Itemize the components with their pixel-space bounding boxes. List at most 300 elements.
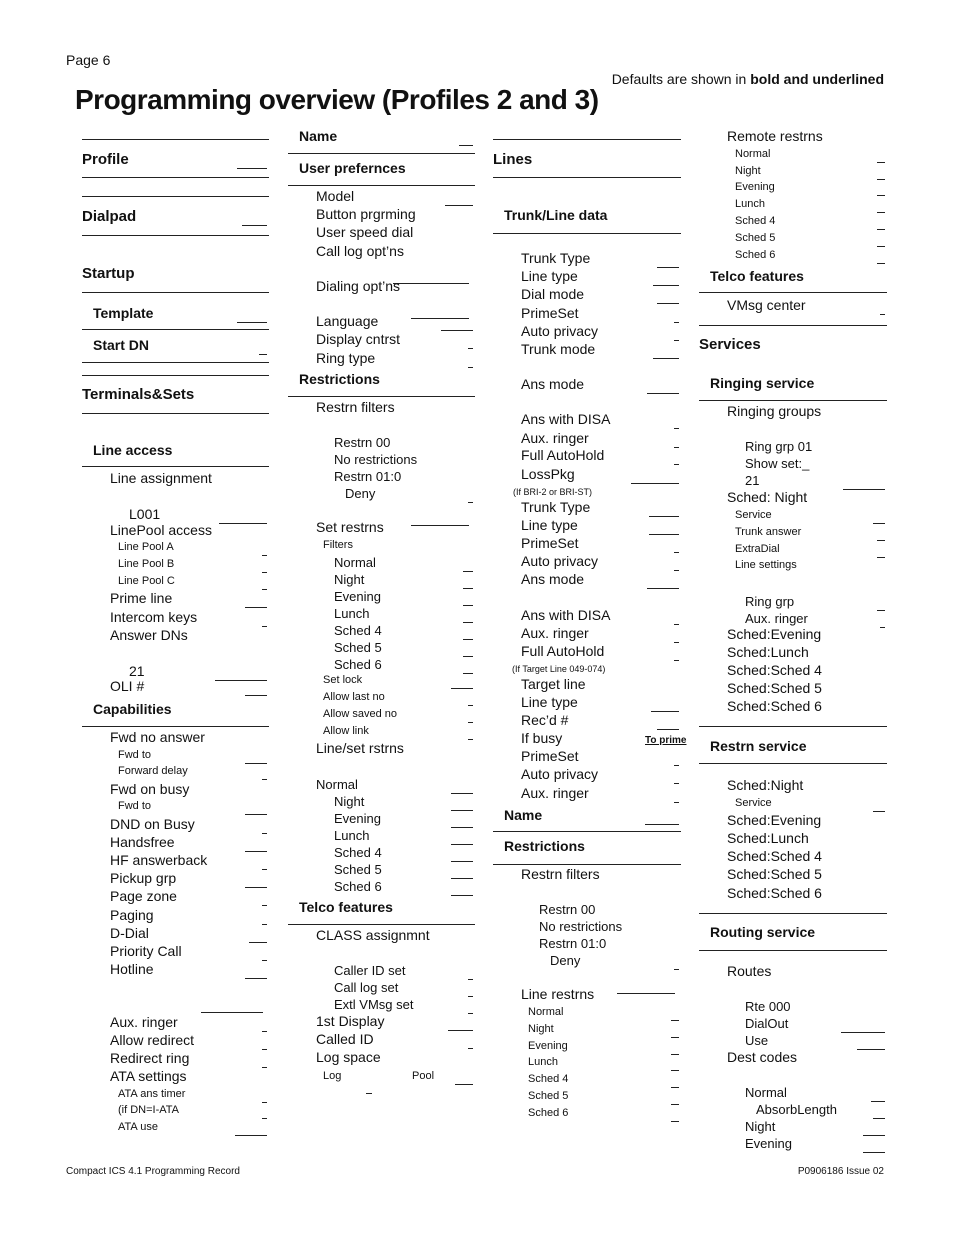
field-label: (If BRI-2 or BRI-ST) bbox=[513, 487, 593, 497]
section-divider bbox=[699, 913, 887, 914]
field-label: Sched 4 bbox=[735, 215, 776, 227]
entry-blank-line[interactable] bbox=[674, 969, 679, 970]
entry-blank-line[interactable] bbox=[877, 195, 885, 196]
section-heading: Dialpad bbox=[82, 208, 137, 225]
field-label: Ring grp 01 bbox=[745, 439, 813, 454]
field-label: Called ID bbox=[316, 1031, 374, 1047]
field-label: Sched: Night bbox=[727, 489, 808, 505]
field-label: Page zone bbox=[110, 888, 177, 904]
field-label: Full AutoHold bbox=[521, 447, 605, 463]
entry-blank-line[interactable] bbox=[451, 878, 473, 879]
entry-blank-line[interactable] bbox=[857, 1049, 885, 1050]
field-label: Paging bbox=[110, 907, 154, 923]
column-1 bbox=[82, 128, 269, 1158]
entry-blank-line[interactable] bbox=[657, 303, 679, 304]
field-label: Filters bbox=[323, 539, 353, 551]
entry-blank-line[interactable] bbox=[647, 393, 679, 394]
entry-blank-line[interactable] bbox=[841, 1032, 885, 1033]
entry-blank-line[interactable] bbox=[445, 205, 473, 206]
section-divider bbox=[82, 139, 269, 140]
subsection-heading: Ringing service bbox=[710, 375, 815, 391]
field-label: Aux. ringer bbox=[521, 430, 589, 446]
field-label: Sched 6 bbox=[334, 657, 382, 672]
entry-blank-line[interactable] bbox=[880, 314, 885, 315]
field-label: Evening bbox=[528, 1040, 568, 1052]
field-label: Line assignment bbox=[110, 470, 212, 486]
entry-blank-line[interactable] bbox=[219, 523, 267, 524]
field-label: To prime bbox=[645, 735, 687, 746]
entry-blank-line[interactable] bbox=[249, 942, 267, 943]
field-label: Dial mode bbox=[521, 286, 585, 302]
entry-blank-line[interactable] bbox=[843, 489, 885, 490]
subsection-heading: Line access bbox=[93, 442, 173, 458]
field-label: Trunk Type bbox=[521, 250, 591, 266]
field-label: ATA ans timer bbox=[118, 1088, 186, 1100]
section-divider bbox=[493, 177, 681, 178]
field-label: Display cntrst bbox=[316, 331, 401, 347]
field-label: (if DN=I-ATA bbox=[118, 1104, 180, 1116]
entry-blank-line[interactable] bbox=[468, 502, 473, 503]
page-number: Page 6 bbox=[66, 52, 111, 68]
field-label: 1st Display bbox=[316, 1013, 385, 1029]
entry-blank-line[interactable] bbox=[863, 1135, 885, 1136]
entry-blank-line[interactable] bbox=[653, 358, 679, 359]
section-divider bbox=[288, 396, 475, 397]
section-divider bbox=[288, 153, 475, 154]
field-label: Sched:Night bbox=[727, 777, 804, 793]
field-label: Full AutoHold bbox=[521, 643, 605, 659]
field-label: PrimeSet bbox=[521, 535, 579, 551]
field-label: Pool bbox=[412, 1070, 435, 1082]
column-2 bbox=[288, 128, 475, 1158]
entry-blank-line[interactable] bbox=[262, 572, 267, 573]
defaults-prefix: Defaults are shown in bbox=[611, 71, 751, 87]
subsection-heading: Restrn service bbox=[710, 738, 807, 754]
field-label: Sched:Sched 4 bbox=[727, 662, 822, 678]
section-divider bbox=[82, 375, 269, 376]
section-divider bbox=[699, 400, 887, 401]
field-label: Line type bbox=[521, 268, 578, 284]
section-divider bbox=[82, 292, 269, 293]
field-label: Ans with DISA bbox=[521, 411, 611, 427]
entry-blank-line[interactable] bbox=[674, 642, 679, 643]
field-label: No restrictions bbox=[539, 919, 623, 934]
field-label: ATA settings bbox=[110, 1068, 187, 1084]
field-label: Allow last no bbox=[323, 691, 385, 703]
entry-blank-line[interactable] bbox=[468, 367, 473, 368]
entry-blank-line[interactable] bbox=[468, 996, 473, 997]
field-label: Dest codes bbox=[727, 1049, 798, 1065]
field-label: Line type bbox=[521, 694, 578, 710]
field-label: Log space bbox=[316, 1049, 381, 1065]
field-label: Handsfree bbox=[110, 834, 175, 850]
entry-blank-line[interactable] bbox=[877, 540, 885, 541]
entry-blank-line[interactable] bbox=[463, 622, 473, 623]
field-label: CLASS assignmnt bbox=[316, 927, 430, 943]
entry-blank-line[interactable] bbox=[463, 639, 473, 640]
field-label: LossPkg bbox=[521, 466, 575, 482]
entry-blank-line[interactable] bbox=[201, 1012, 263, 1013]
field-label: Aux. ringer bbox=[521, 785, 589, 801]
field-label: Sched 4 bbox=[528, 1073, 569, 1085]
page-title: Programming overview (Profiles 2 and 3) bbox=[75, 84, 599, 115]
entry-blank-line[interactable] bbox=[877, 212, 885, 213]
field-label: Target line bbox=[521, 676, 586, 692]
section-divider bbox=[699, 325, 887, 326]
field-label: Evening bbox=[334, 811, 381, 826]
section-divider bbox=[82, 196, 269, 197]
field-label: Ans mode bbox=[521, 571, 585, 587]
field-label: Line/set rstrns bbox=[316, 740, 404, 756]
field-label: ATA use bbox=[118, 1121, 158, 1133]
field-label: Call log set bbox=[334, 980, 399, 995]
field-label: Intercom keys bbox=[110, 609, 198, 625]
field-label: D-Dial bbox=[110, 925, 149, 941]
field-label: Ring type bbox=[316, 350, 376, 366]
field-label: Auto privacy bbox=[521, 553, 599, 569]
entry-blank-line[interactable] bbox=[880, 627, 885, 628]
entry-blank-line[interactable] bbox=[651, 711, 679, 712]
section-divider bbox=[493, 864, 681, 865]
entry-blank-line[interactable] bbox=[262, 905, 267, 906]
entry-blank-line[interactable] bbox=[463, 588, 473, 589]
entry-blank-line[interactable] bbox=[674, 552, 679, 553]
section-heading: Profile bbox=[82, 151, 129, 168]
entry-blank-line[interactable] bbox=[451, 844, 473, 845]
field-label: Fwd on busy bbox=[110, 781, 190, 797]
entry-blank-line[interactable] bbox=[671, 1037, 679, 1038]
field-label: Forward delay bbox=[118, 765, 188, 777]
entry-blank-line[interactable] bbox=[873, 523, 885, 524]
field-label: PrimeSet bbox=[521, 748, 579, 764]
field-label: Deny bbox=[345, 486, 376, 501]
entry-blank-line[interactable] bbox=[647, 588, 679, 589]
entry-blank-line[interactable] bbox=[877, 162, 885, 163]
subsection-heading: Capabilities bbox=[93, 701, 172, 717]
entry-blank-line[interactable] bbox=[657, 729, 679, 730]
field-label: Sched:Evening bbox=[727, 812, 822, 828]
field-label: Sched 6 bbox=[735, 249, 776, 261]
entry-blank-line[interactable] bbox=[411, 525, 469, 526]
field-label: Fwd to bbox=[118, 749, 152, 761]
entry-blank-line[interactable] bbox=[671, 1020, 679, 1021]
entry-blank-line[interactable] bbox=[262, 1049, 267, 1050]
entry-blank-line[interactable] bbox=[674, 340, 679, 341]
field-label: Sched 5 bbox=[528, 1090, 569, 1102]
field-label: Aux. ringer bbox=[110, 1014, 178, 1030]
defaults-emphasis: bold and underlined bbox=[750, 71, 884, 87]
entry-blank-line[interactable] bbox=[468, 1013, 473, 1014]
field-label: Rte 000 bbox=[745, 999, 791, 1014]
field-label: Auto privacy bbox=[521, 766, 599, 782]
field-label: L001 bbox=[129, 506, 161, 522]
entry-blank-line[interactable] bbox=[262, 626, 267, 627]
field-label: Trunk mode bbox=[521, 341, 596, 357]
entry-blank-line[interactable] bbox=[262, 779, 267, 780]
entry-blank-line[interactable] bbox=[657, 267, 679, 268]
entry-blank-line[interactable] bbox=[262, 869, 267, 870]
entry-blank-line[interactable] bbox=[451, 810, 473, 811]
section-heading: Lines bbox=[493, 151, 533, 168]
footer-document-id: P0906186 Issue 02 bbox=[797, 1166, 884, 1177]
entry-blank-line[interactable] bbox=[468, 739, 473, 740]
field-label: Answer DNs bbox=[110, 627, 188, 643]
field-label: Sched 5 bbox=[735, 232, 776, 244]
field-label: (If Target Line 049-074) bbox=[512, 664, 606, 674]
field-label: Sched 5 bbox=[334, 640, 382, 655]
field-label: Redirect ring bbox=[110, 1050, 190, 1066]
entry-blank-line[interactable] bbox=[877, 263, 885, 264]
field-label: Hotline bbox=[110, 961, 154, 977]
entry-blank-line[interactable] bbox=[649, 516, 679, 517]
field-label: Evening bbox=[745, 1136, 792, 1151]
entry-blank-line[interactable] bbox=[451, 827, 473, 828]
field-label: Line restrns bbox=[521, 986, 595, 1002]
entry-blank-line[interactable] bbox=[463, 605, 473, 606]
entry-blank-line[interactable] bbox=[245, 851, 267, 852]
entry-blank-line[interactable] bbox=[245, 887, 267, 888]
field-label: Trunk answer bbox=[735, 526, 802, 538]
field-label: Evening bbox=[735, 181, 775, 193]
entry-blank-line[interactable] bbox=[671, 1070, 679, 1071]
field-label: Set restrns bbox=[316, 519, 384, 535]
entry-blank-line[interactable] bbox=[674, 464, 679, 465]
entry-blank-line[interactable] bbox=[463, 673, 473, 674]
field-label: Sched:Evening bbox=[727, 626, 822, 642]
entry-blank-line[interactable] bbox=[873, 1118, 885, 1119]
field-label: Fwd to bbox=[118, 800, 152, 812]
section-heading: Terminals&Sets bbox=[82, 386, 195, 403]
field-label: HF answerback bbox=[110, 852, 208, 868]
subsection-heading: Start DN bbox=[93, 337, 150, 353]
entry-blank-line[interactable] bbox=[877, 610, 885, 611]
entry-blank-line[interactable] bbox=[262, 555, 267, 556]
entry-blank-line[interactable] bbox=[262, 924, 267, 925]
field-label: Lunch bbox=[334, 828, 370, 843]
entry-blank-line[interactable] bbox=[877, 246, 885, 247]
field-label: Auto privacy bbox=[521, 323, 599, 339]
entry-blank-line[interactable] bbox=[877, 229, 885, 230]
column-3 bbox=[493, 128, 687, 1158]
entry-blank-line[interactable] bbox=[262, 1118, 267, 1119]
field-label: VMsg center bbox=[727, 297, 806, 313]
entry-blank-line[interactable] bbox=[674, 322, 679, 323]
entry-blank-line[interactable] bbox=[674, 783, 679, 784]
entry-blank-line[interactable] bbox=[451, 688, 473, 689]
entry-blank-line[interactable] bbox=[674, 765, 679, 766]
entry-blank-line[interactable] bbox=[451, 895, 473, 896]
field-label: Use bbox=[745, 1033, 769, 1048]
entry-blank-line[interactable] bbox=[674, 802, 679, 803]
section-divider bbox=[82, 362, 269, 363]
field-label: Service bbox=[735, 797, 772, 809]
field-label: Set lock bbox=[323, 674, 363, 686]
field-label: Ring grp bbox=[745, 594, 795, 609]
entry-blank-line[interactable] bbox=[671, 1087, 679, 1088]
field-label: Extl VMsg set bbox=[334, 997, 414, 1012]
entry-blank-line[interactable] bbox=[366, 1093, 372, 1094]
entry-blank-line[interactable] bbox=[631, 483, 679, 484]
entry-blank-line[interactable] bbox=[617, 993, 675, 994]
entry-blank-line[interactable] bbox=[235, 1135, 267, 1136]
entry-blank-line[interactable] bbox=[451, 861, 473, 862]
entry-blank-line[interactable] bbox=[245, 763, 267, 764]
entry-blank-line[interactable] bbox=[671, 1104, 679, 1105]
entry-blank-line[interactable] bbox=[242, 225, 267, 226]
entry-blank-line[interactable] bbox=[671, 1121, 679, 1122]
field-label: Normal bbox=[316, 777, 358, 792]
entry-blank-line[interactable] bbox=[448, 1030, 473, 1031]
entry-blank-line[interactable] bbox=[237, 322, 267, 323]
entry-blank-line[interactable] bbox=[645, 824, 679, 825]
entry-blank-line[interactable] bbox=[245, 695, 267, 696]
entry-blank-line[interactable] bbox=[877, 557, 885, 558]
field-label: Sched 5 bbox=[334, 862, 382, 877]
field-label: Caller ID set bbox=[334, 963, 406, 978]
entry-blank-line[interactable] bbox=[262, 960, 267, 961]
entry-blank-line[interactable] bbox=[262, 1067, 267, 1068]
field-label: Allow redirect bbox=[110, 1032, 195, 1048]
subsection-heading: Telco features bbox=[299, 899, 393, 915]
field-label: Evening bbox=[334, 589, 381, 604]
section-divider bbox=[493, 233, 681, 234]
entry-blank-line[interactable] bbox=[237, 168, 267, 169]
field-label: Sched 4 bbox=[334, 623, 382, 638]
field-label: No restrictions bbox=[334, 452, 418, 467]
field-label: Lunch bbox=[528, 1056, 558, 1068]
entry-blank-line[interactable] bbox=[463, 571, 473, 572]
field-label: Sched 6 bbox=[528, 1107, 569, 1119]
section-divider bbox=[699, 726, 887, 727]
field-label: Restrn 00 bbox=[334, 435, 391, 450]
field-label: Normal bbox=[334, 555, 376, 570]
field-label: Remote restrns bbox=[727, 128, 823, 144]
entry-blank-line[interactable] bbox=[459, 145, 473, 146]
field-label: 21 bbox=[745, 473, 760, 488]
field-label: Sched:Lunch bbox=[727, 830, 809, 846]
entry-blank-line[interactable] bbox=[262, 589, 267, 590]
field-label: Service bbox=[735, 509, 772, 521]
entry-blank-line[interactable] bbox=[441, 330, 473, 331]
field-label: Restrn 01:0 bbox=[334, 469, 402, 484]
field-label: 21 bbox=[129, 663, 145, 679]
field-label: DialOut bbox=[745, 1016, 789, 1031]
section-divider bbox=[82, 726, 269, 727]
field-label: Lunch bbox=[735, 198, 765, 210]
field-label: Sched 6 bbox=[334, 879, 382, 894]
entry-blank-line[interactable] bbox=[649, 534, 679, 535]
section-divider bbox=[493, 831, 681, 832]
field-label: Restrn 00 bbox=[539, 902, 596, 917]
subsection-heading: Trunk/Line data bbox=[504, 207, 608, 223]
field-label: Night bbox=[334, 794, 365, 809]
entry-blank-line[interactable] bbox=[468, 1048, 473, 1049]
field-label: Restrn filters bbox=[316, 399, 395, 415]
field-label: OLI # bbox=[110, 678, 145, 694]
section-divider bbox=[82, 177, 269, 178]
field-label: Prime line bbox=[110, 590, 173, 606]
entry-blank-line[interactable] bbox=[877, 179, 885, 180]
entry-blank-line[interactable] bbox=[215, 680, 267, 681]
field-label: Model bbox=[316, 188, 355, 204]
entry-blank-line[interactable] bbox=[674, 570, 679, 571]
field-label: Routes bbox=[727, 963, 772, 979]
entry-blank-line[interactable] bbox=[468, 979, 473, 980]
footer-document-name: Compact ICS 4.1 Programming Record bbox=[66, 1166, 240, 1177]
field-label: Rec’d # bbox=[521, 712, 569, 728]
field-label: PrimeSet bbox=[521, 305, 579, 321]
defaults-note bbox=[612, 71, 884, 87]
field-label: LinePool access bbox=[110, 522, 212, 538]
entry-blank-line[interactable] bbox=[262, 1102, 267, 1103]
entry-blank-line[interactable] bbox=[455, 1084, 473, 1085]
entry-blank-line[interactable] bbox=[674, 624, 679, 625]
field-label: Line Pool A bbox=[118, 541, 174, 553]
entry-blank-line[interactable] bbox=[262, 1031, 267, 1032]
entry-blank-line[interactable] bbox=[468, 722, 473, 723]
field-label: Sched:Lunch bbox=[727, 644, 809, 660]
field-label: Night bbox=[745, 1119, 776, 1134]
entry-blank-line[interactable] bbox=[262, 833, 267, 834]
field-label: Normal bbox=[745, 1085, 787, 1100]
field-label: Aux. ringer bbox=[521, 625, 589, 641]
section-divider bbox=[699, 763, 887, 764]
field-label: Night bbox=[334, 572, 365, 587]
field-label: Line settings bbox=[735, 559, 797, 571]
field-label: Line type bbox=[521, 517, 578, 533]
subsection-heading: Name bbox=[299, 128, 338, 144]
entry-blank-line[interactable] bbox=[245, 814, 267, 815]
entry-blank-line[interactable] bbox=[463, 656, 473, 657]
field-label: Show set:_ bbox=[745, 456, 810, 471]
entry-blank-line[interactable] bbox=[245, 978, 267, 979]
subsection-heading: Restrictions bbox=[299, 371, 380, 387]
section-divider bbox=[288, 185, 475, 186]
field-label: Sched:Sched 6 bbox=[727, 698, 822, 714]
entry-blank-line[interactable] bbox=[259, 354, 267, 355]
subsection-heading: Restrictions bbox=[504, 838, 585, 854]
entry-blank-line[interactable] bbox=[468, 705, 473, 706]
entry-blank-line[interactable] bbox=[674, 428, 679, 429]
field-label: Aux. ringer bbox=[745, 611, 808, 626]
entry-blank-line[interactable] bbox=[411, 318, 469, 319]
field-label: Sched:Sched 4 bbox=[727, 848, 822, 864]
entry-blank-line[interactable] bbox=[451, 793, 473, 794]
field-label: Line Pool C bbox=[118, 575, 175, 587]
entry-blank-line[interactable] bbox=[653, 285, 679, 286]
entry-blank-line[interactable] bbox=[873, 811, 885, 812]
entry-blank-line[interactable] bbox=[468, 348, 473, 349]
field-label: Priority Call bbox=[110, 943, 182, 959]
section-heading: Startup bbox=[82, 265, 135, 282]
entry-blank-line[interactable] bbox=[671, 1054, 679, 1055]
subsection-heading: Template bbox=[93, 305, 154, 321]
section-divider bbox=[288, 924, 475, 925]
field-label: Lunch bbox=[334, 606, 370, 621]
entry-blank-line[interactable] bbox=[674, 447, 679, 448]
section-divider bbox=[699, 292, 887, 293]
field-label: Trunk Type bbox=[521, 499, 591, 515]
subsection-heading: User prefernces bbox=[299, 160, 406, 176]
field-label: Sched:Sched 5 bbox=[727, 680, 822, 696]
entry-blank-line[interactable] bbox=[674, 660, 679, 661]
entry-blank-line[interactable] bbox=[871, 1101, 885, 1102]
entry-blank-line[interactable] bbox=[393, 283, 469, 284]
field-label: Ringing groups bbox=[727, 403, 822, 419]
entry-blank-line[interactable] bbox=[863, 1152, 885, 1153]
entry-blank-line[interactable] bbox=[245, 607, 267, 608]
field-label: Dialing opt’ns bbox=[316, 278, 401, 294]
